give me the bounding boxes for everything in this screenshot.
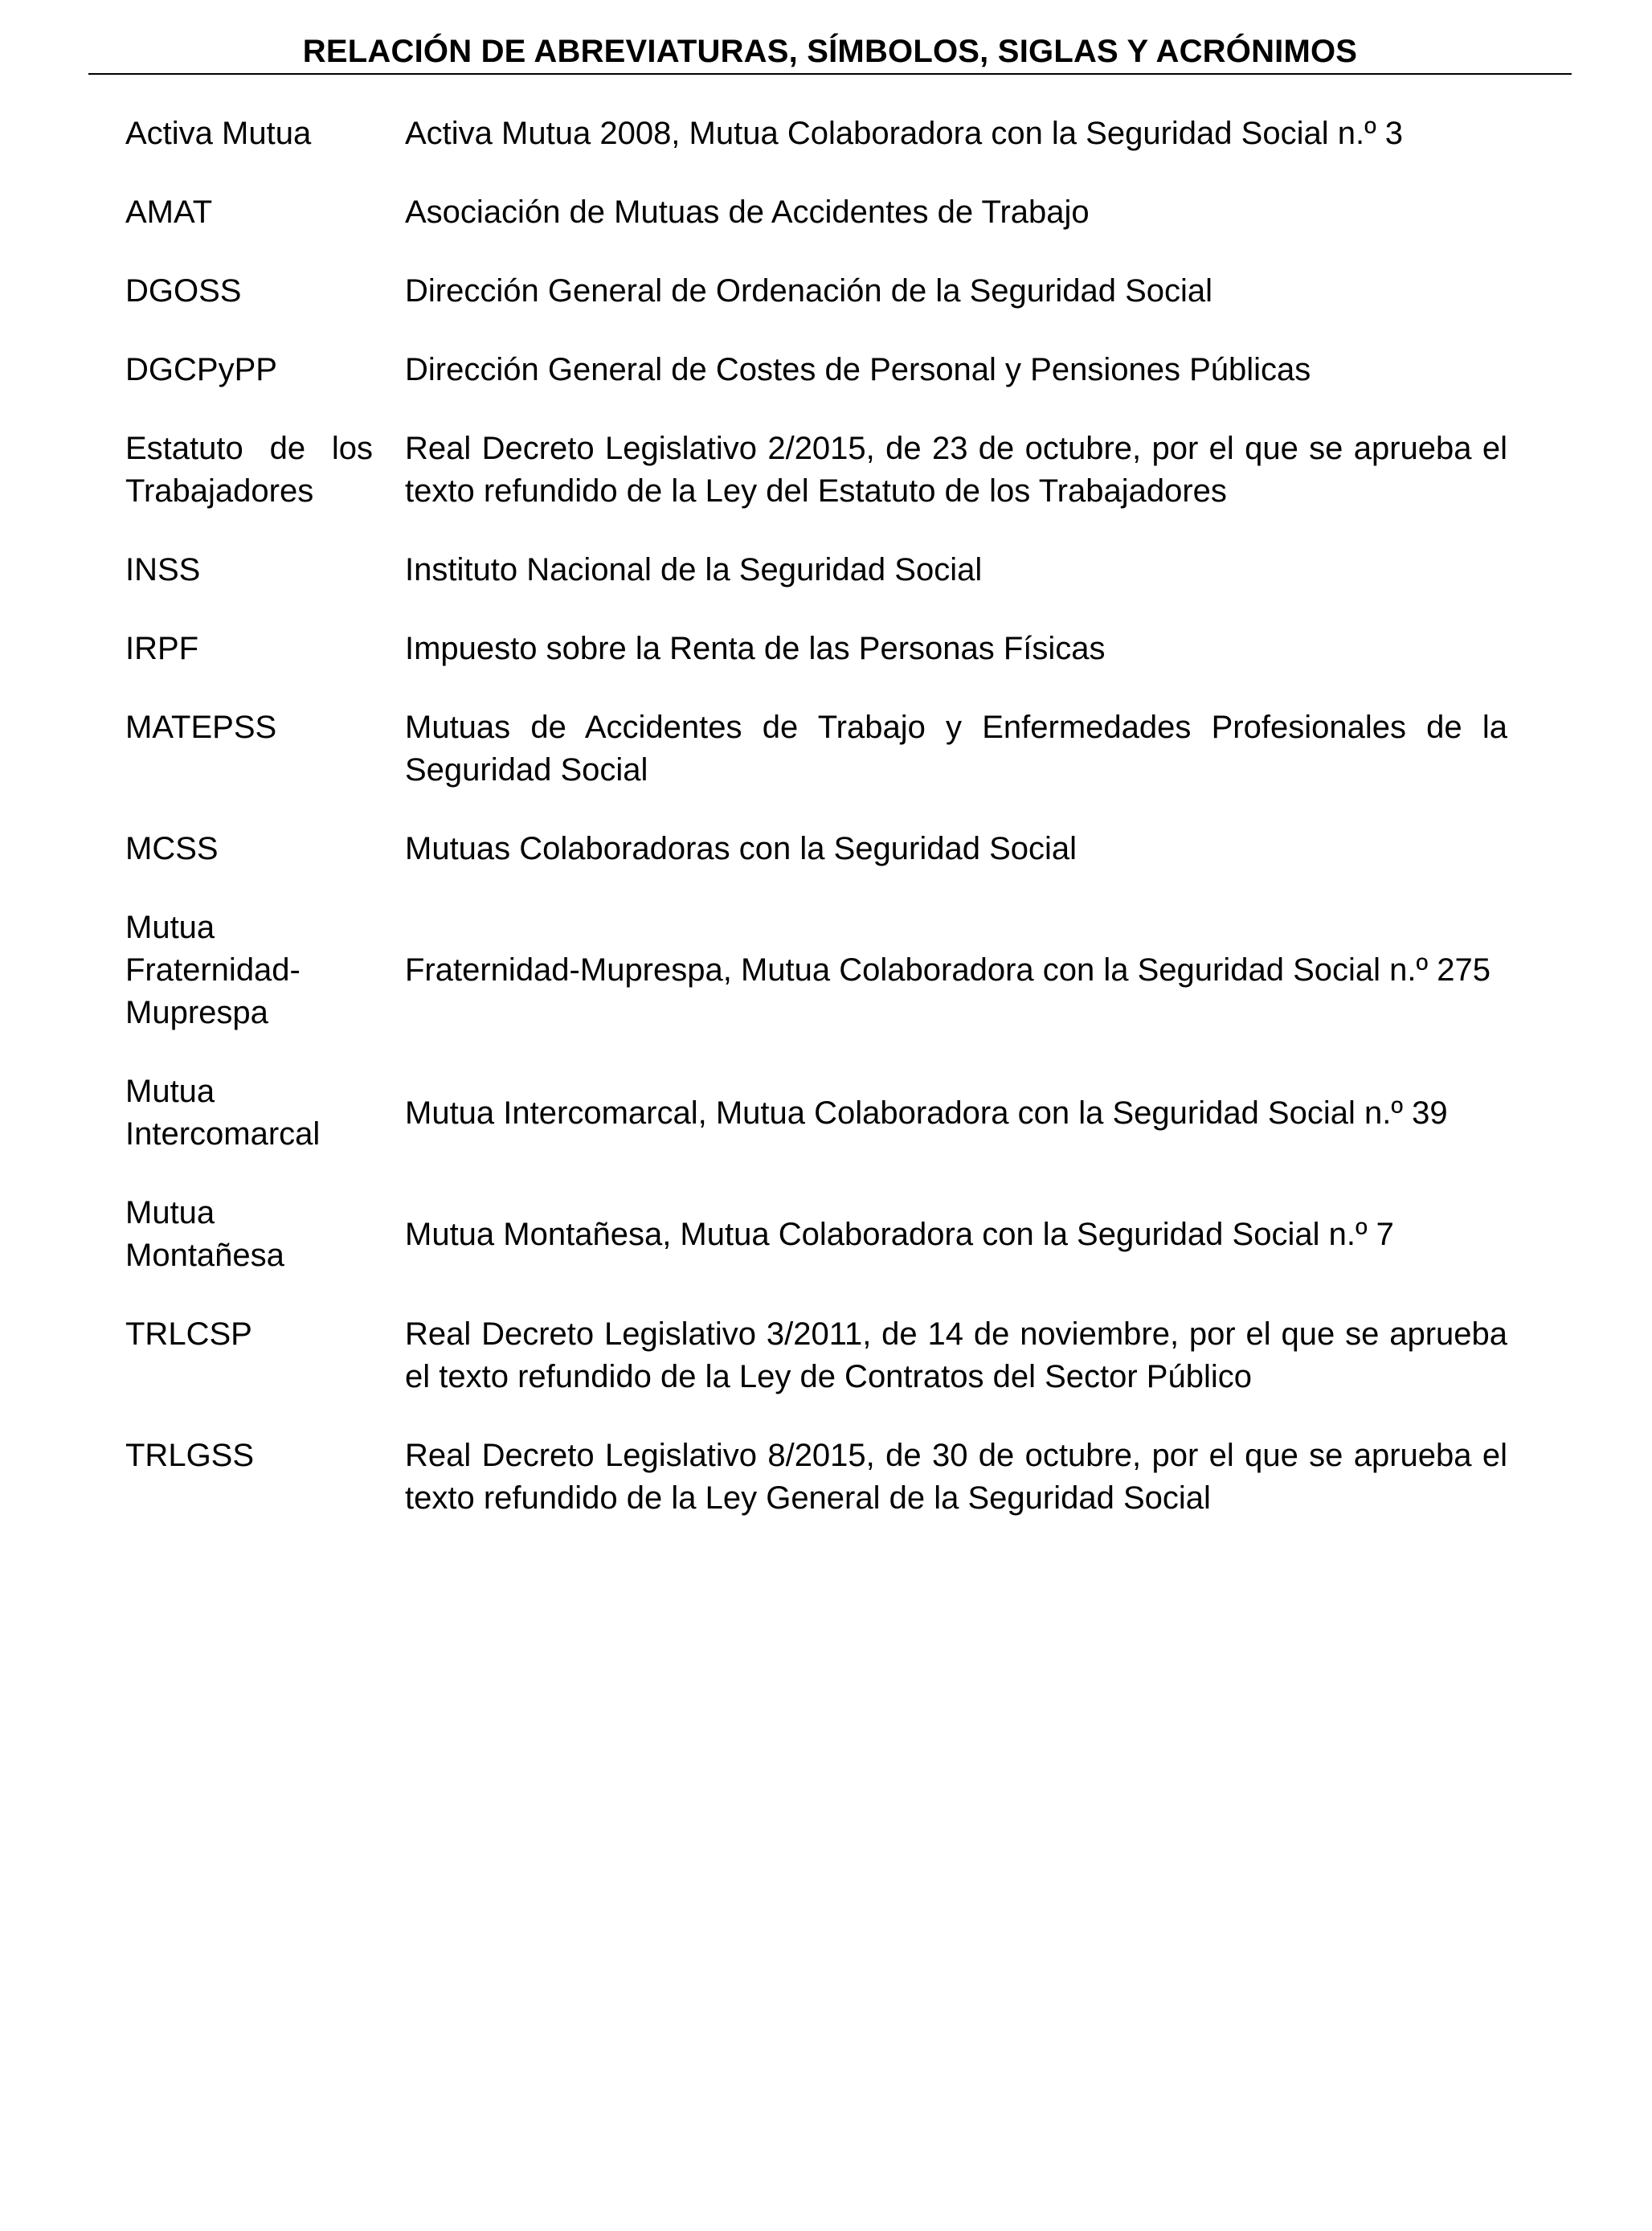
list-item: [125, 1070, 1507, 1156]
term: INSS: [125, 552, 201, 587]
list-item: [125, 828, 1507, 870]
definition: Mutuas Colaboradoras con la Seguridad Social: [405, 831, 1077, 866]
page-title: RELACIÓN DE ABREVIATURAS, SÍMBOLOS, SIGLAS Y ACRÓNIMOS: [302, 34, 1358, 69]
list-item: [125, 628, 1507, 670]
definition: Mutuas de Accidentes de Trabajo y Enfermedades Profesionales de la Seguridad Social: [405, 710, 1507, 788]
definition: Mutua Intercomarcal, Mutua Colaboradora con la Seguridad Social n.º 39: [405, 1095, 1448, 1131]
term: TRLGSS: [125, 1438, 255, 1473]
term: Mutua Montañesa: [125, 1195, 284, 1273]
definition: Instituto Nacional de la Seguridad Social: [405, 552, 983, 587]
abbreviations-list: [125, 113, 1507, 1556]
term: MCSS: [125, 831, 219, 866]
definition: Mutua Montañesa, Mutua Colaboradora con la Seguridad Social n.º 7: [405, 1216, 1394, 1252]
list-item: [125, 1435, 1507, 1520]
definition: Dirección General de Costes de Personal y Pensiones Públicas: [405, 352, 1311, 387]
list-item: [125, 270, 1507, 313]
definition: Activa Mutua 2008, Mutua Colaboradora con la Seguridad Social n.º 3: [405, 116, 1404, 151]
term: DGCPyPP: [125, 352, 277, 387]
definition: Dirección General de Ordenación de la Seguridad Social: [405, 273, 1213, 309]
term: Activa Mutua: [125, 116, 312, 151]
definition: Fraternidad-Muprespa, Mutua Colaboradora con la Seguridad Social n.º 275: [405, 952, 1490, 988]
term: Estatuto de los Trabajadores: [125, 431, 373, 509]
list-item: [125, 349, 1507, 391]
list-item: [125, 1192, 1507, 1277]
list-item: [125, 191, 1507, 234]
list-item: [125, 907, 1507, 1034]
term: Mutua Intercomarcal: [125, 1074, 321, 1152]
term: IRPF: [125, 631, 199, 666]
term: DGOSS: [125, 273, 242, 309]
definition: Real Decreto Legislativo 2/2015, de 23 de octubre, por el que se aprueba el texto refundido de la Ley del Estatuto de los Trabajadores: [405, 431, 1507, 509]
definition: Asociación de Mutuas de Accidentes de Trabajo: [405, 194, 1090, 230]
list-item: [125, 706, 1507, 792]
list-item: [125, 1313, 1507, 1398]
term: AMAT: [125, 194, 213, 230]
term: TRLCSP: [125, 1316, 252, 1352]
term: Mutua Fraternidad-Muprespa: [125, 910, 301, 1030]
list-item: [125, 113, 1507, 155]
definition: Real Decreto Legislativo 3/2011, de 14 de noviembre, por el que se aprueba el texto refundido de la Ley de Contratos del Sector Público: [405, 1316, 1507, 1394]
term: MATEPSS: [125, 710, 277, 745]
header-divider: [88, 73, 1572, 75]
definition: Impuesto sobre la Renta de las Personas Físicas: [405, 631, 1106, 666]
list-item: [125, 549, 1507, 592]
list-item: [125, 428, 1507, 513]
definition: Real Decreto Legislativo 8/2015, de 30 de octubre, por el que se aprueba el texto refundido de la Ley General de la Seguridad Social: [405, 1438, 1507, 1516]
